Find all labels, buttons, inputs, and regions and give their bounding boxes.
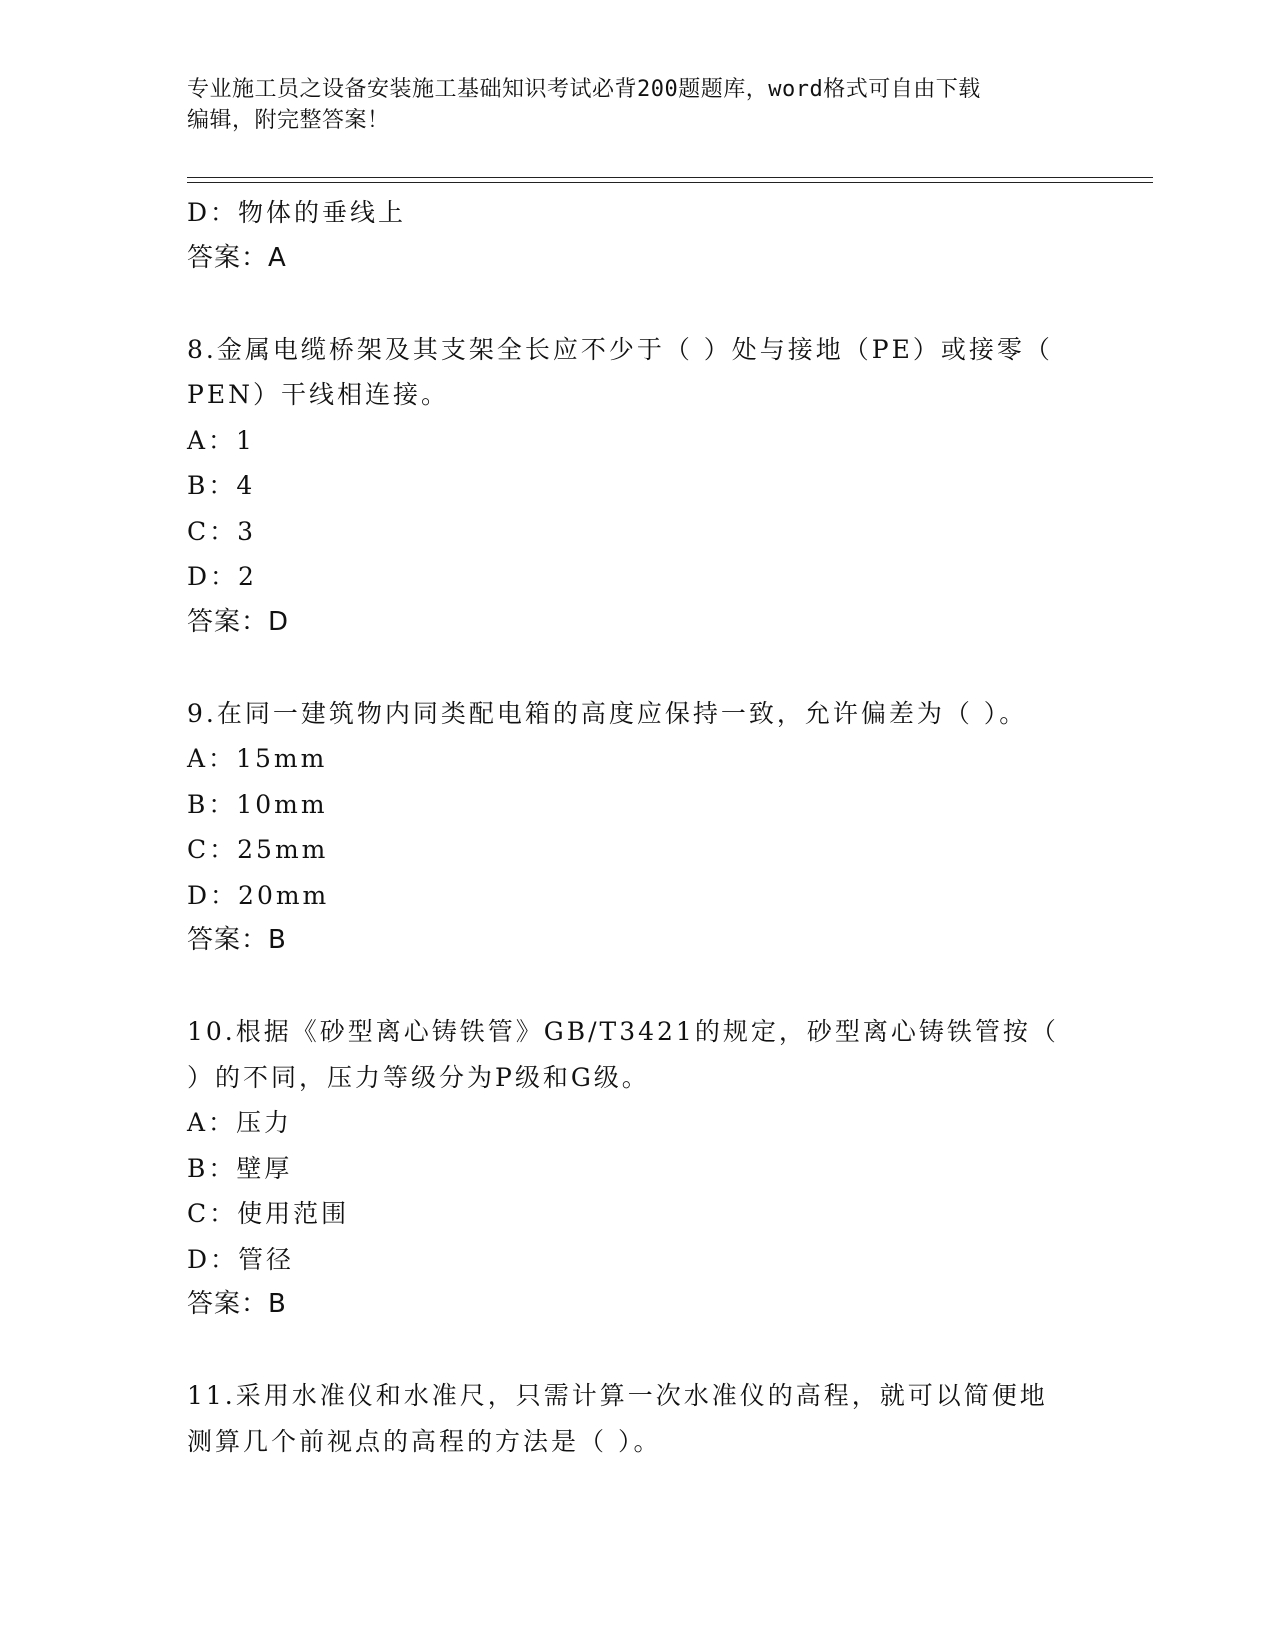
question-8-option-d: D：2 bbox=[187, 562, 257, 591]
question-11 bbox=[187, 1373, 1087, 1464]
question-8-text-line-2: PEN）干线相连接。 bbox=[187, 380, 449, 409]
question-9-option-b: B：10mm bbox=[187, 789, 328, 819]
prev-option-d: D：物体的垂线上 bbox=[187, 198, 407, 227]
question-11-text-line-2: 测算几个前视点的高程的方法是（ ）。 bbox=[187, 1426, 662, 1456]
question-8-option-b: B：4 bbox=[187, 471, 256, 500]
question-10-option-d: D：管径 bbox=[187, 1244, 295, 1274]
question-9-text-line-1: 9.在同一建筑物内同类配电箱的高度应保持一致，允许偏差为（ ）。 bbox=[187, 698, 1028, 728]
question-11-text-line-1: 11.采用水准仪和水准尺，只需计算一次水准仪的高程，就可以简便地 bbox=[187, 1381, 1048, 1410]
spacer bbox=[187, 281, 1087, 327]
question-10-answer: 答案：B bbox=[187, 1289, 287, 1319]
question-8-answer: 答案：D bbox=[187, 606, 290, 637]
question-9-answer: 答案：B bbox=[187, 925, 287, 955]
question-10-text-line-2: ）的不同，压力等级分为P级和G级。 bbox=[187, 1062, 650, 1092]
question-9-option-a: A：15mm bbox=[187, 744, 328, 773]
question-10-option-b: B：壁厚 bbox=[187, 1153, 293, 1183]
question-9-option-c: C：25mm bbox=[187, 835, 329, 864]
question-9 bbox=[187, 691, 1087, 964]
document-header bbox=[187, 74, 1067, 136]
question-8-option-a: A：1 bbox=[187, 425, 255, 455]
prev-answer: 答案：A bbox=[187, 242, 287, 273]
question-8 bbox=[187, 327, 1087, 646]
question-10-text-line-1: 10.根据《砂型离心铸铁管》GB/T3421的规定，砂型离心铸铁管按（ bbox=[187, 1017, 1059, 1046]
question-10 bbox=[187, 1009, 1087, 1328]
header-line-1: 专业施工员之设备安装施工基础知识考试必背200题题库，word格式可自由下载 bbox=[187, 77, 981, 102]
header-line-2: 编辑，附完整答案！ bbox=[187, 108, 390, 133]
question-8-text-line-1: 8.金属电缆桥架及其支架全长应不少于（ ）处与接地（PE）或接零（ bbox=[187, 334, 1053, 364]
question-10-option-a: A：压力 bbox=[187, 1108, 293, 1137]
spacer bbox=[187, 964, 1087, 1010]
header-divider-top bbox=[187, 177, 1153, 178]
spacer bbox=[187, 645, 1087, 691]
question-list bbox=[187, 190, 1087, 1464]
header-divider-bottom bbox=[187, 182, 1153, 183]
question-10-option-c: C：使用范围 bbox=[187, 1199, 350, 1228]
spacer bbox=[187, 1328, 1087, 1374]
question-9-option-d: D：20mm bbox=[187, 880, 330, 910]
question-8-option-c: C：3 bbox=[187, 516, 257, 546]
